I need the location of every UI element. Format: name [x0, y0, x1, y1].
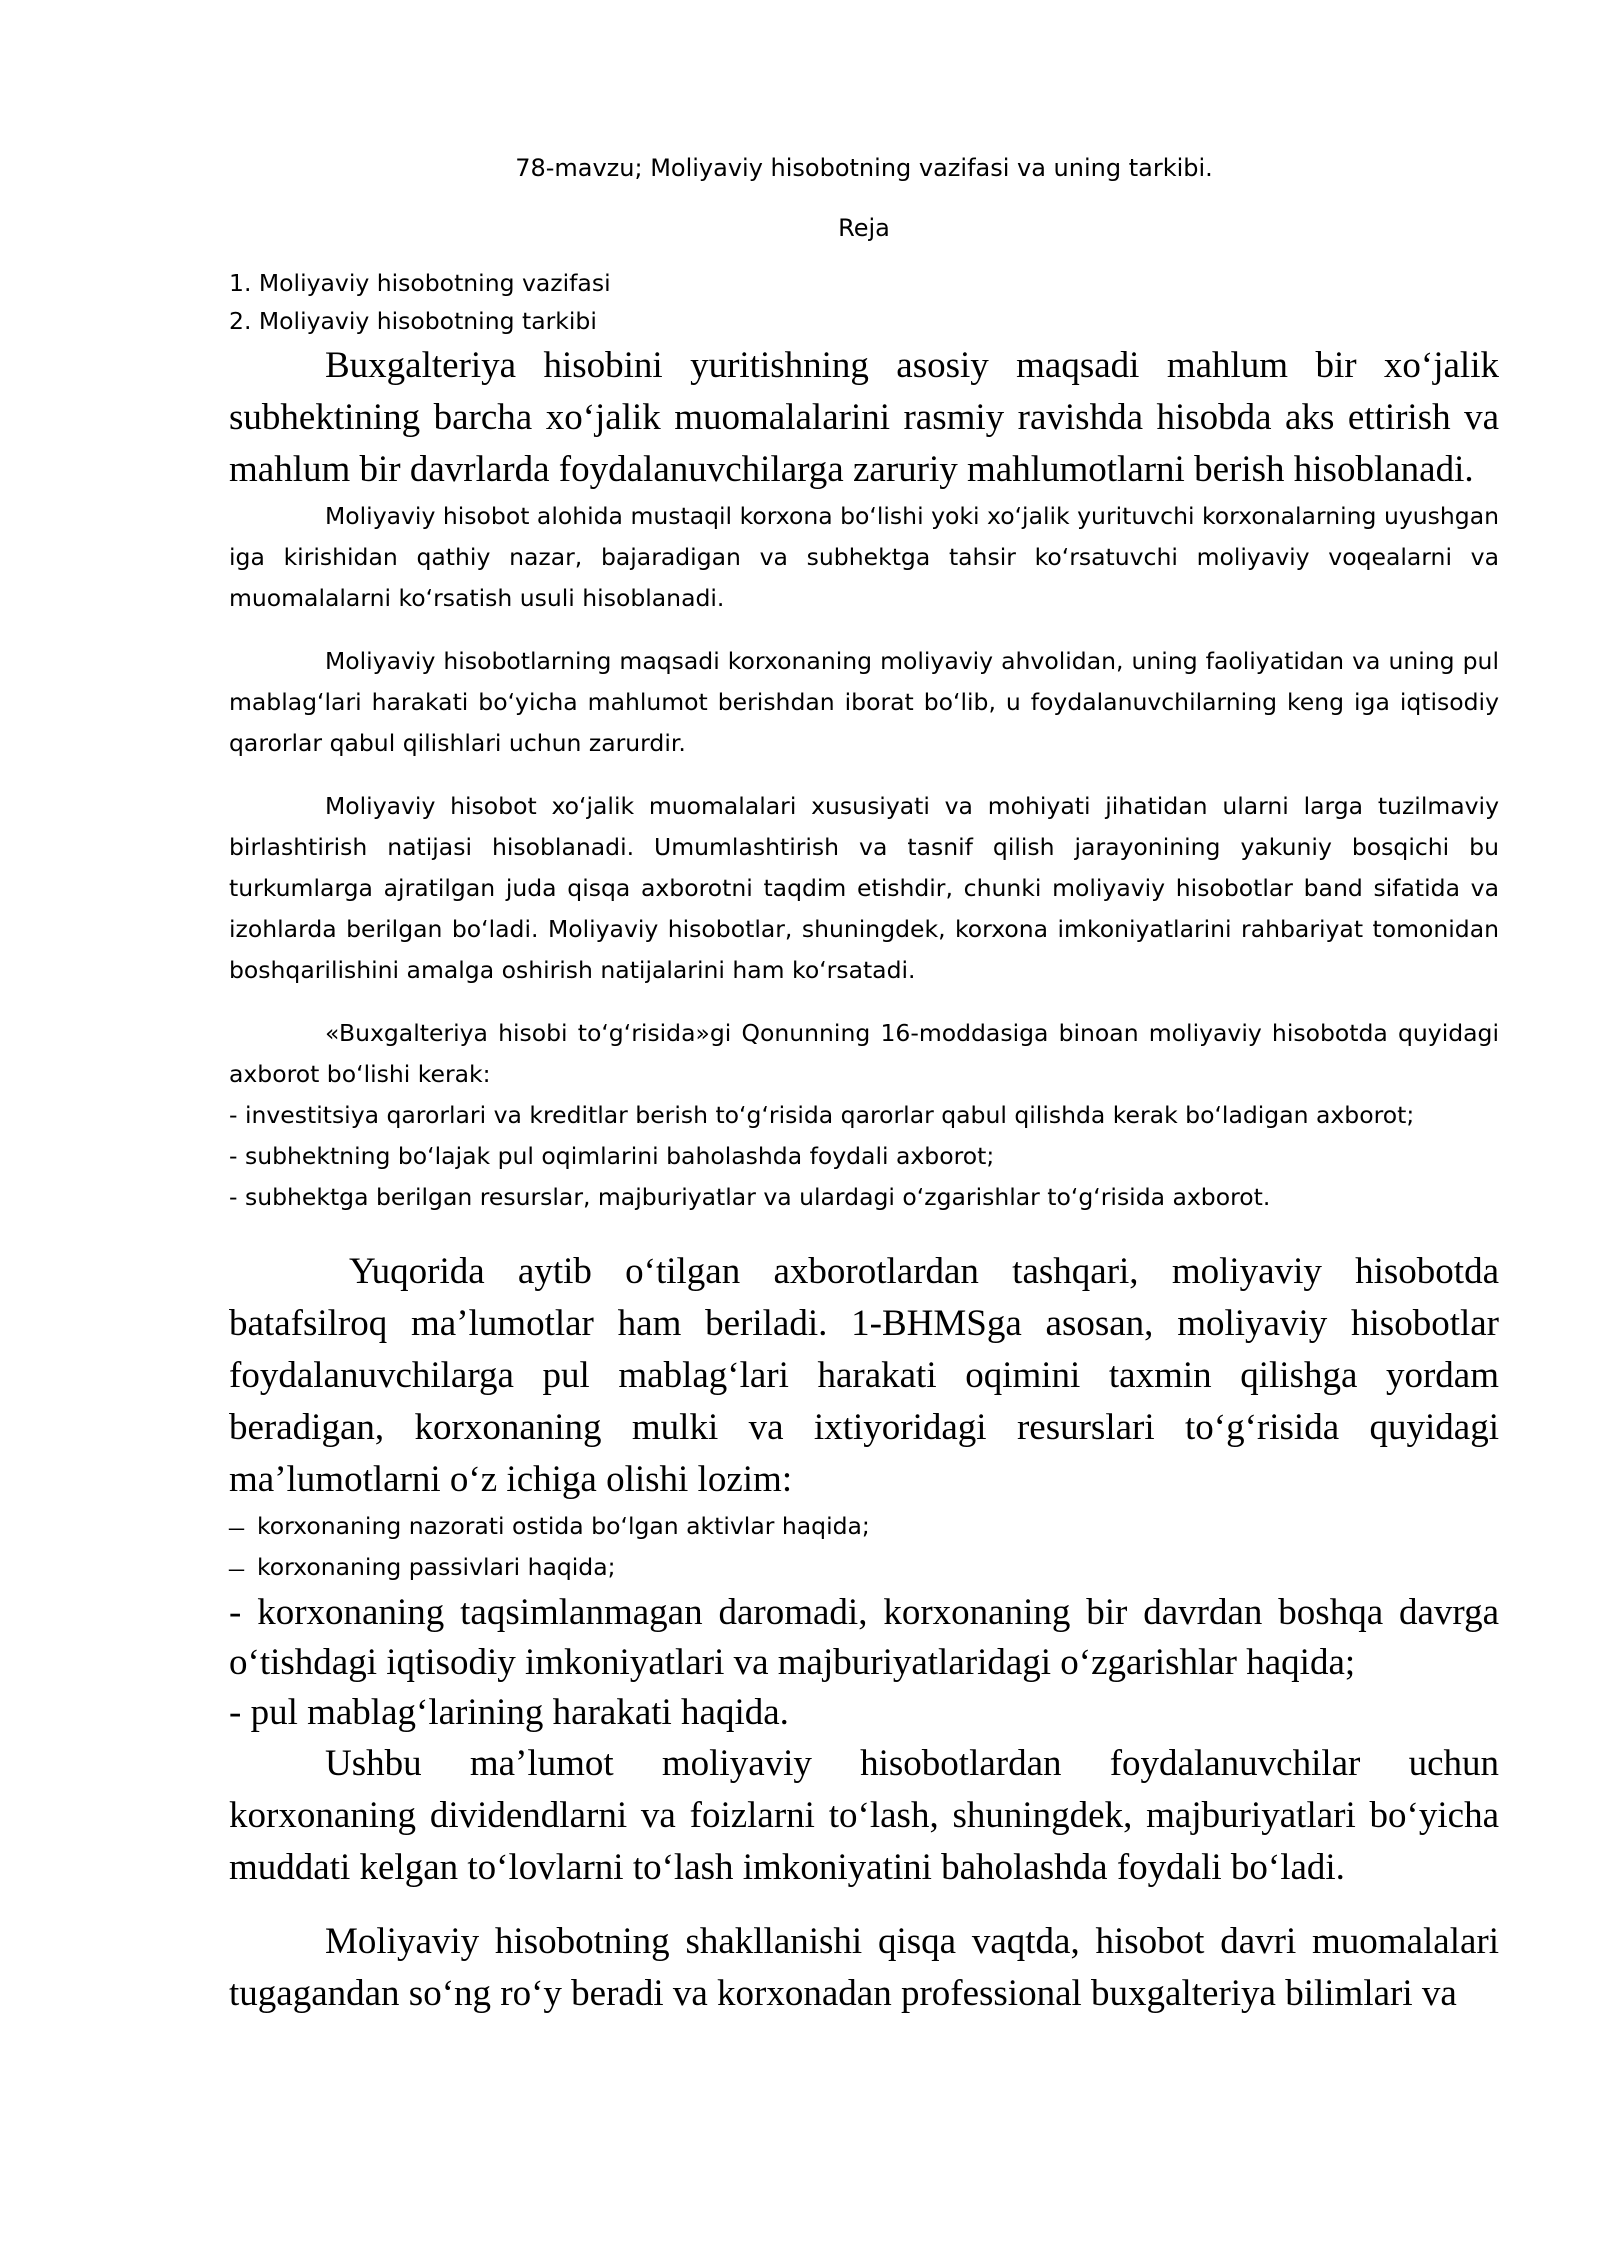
plan-list	[229, 264, 1499, 340]
paragraph-law: «Buxgalteriya hisobi to‘g‘risida»gi Qonunning 16-moddasiga binoan moliyaviy hisobotda quyidagi axborot bo‘lishi kerak:	[229, 1019, 1499, 1088]
document-body	[229, 148, 1499, 2020]
paragraph-formation: Moliyaviy hisobotning shakllanishi qisqa vaqtda, hisobot davri muomalalari tugagandan so‘ng ro‘y beradi va korxonadan professional buxgalteriya bilimlari va	[229, 1921, 1499, 2014]
law-item: - investitsiya qarorlari va kreditlar berish to‘g‘risida qarorlar qabul qilishda kerak bo‘ladigan axborot;	[229, 1101, 1415, 1129]
paragraph-purpose: Moliyaviy hisobotlarning maqsadi korxonaning moliyaviy ahvolidan, uning faoliyatidan va uning pul mablag‘lari harakati bo‘yicha mahlumot berishdan iborat bo‘lib, u foydalanuvchilarning keng iga iqtisodiy qarorlar qabul qilishlari uchun zarurdir.	[229, 647, 1499, 757]
paragraph-details: Yuqorida aytib o‘tilgan axborotlardan tashqari, moliyaviy hisobotda batafsilroq ma’lumotlar ham beriladi. 1-BHMSga asosan, moliyaviy hisobotlar foydalanuvchilarga pul mablag‘lari harakati oqimini taxmin qilishga yordam beradigan, korxonaning mulki va ixtiyoridagi resurslari to‘g‘risida quyidagi ma’lumotlarni o‘z ichiga olishi lozim:	[229, 1251, 1499, 1500]
plan-heading: Reja	[838, 214, 890, 242]
dash-list-item	[229, 1547, 1499, 1588]
dash-item-text: korxonaning nazorati ostida bo‘lgan aktivlar haqida;	[257, 1512, 870, 1540]
plan-item: 1. Moliyaviy hisobotning vazifasi	[229, 269, 611, 297]
paragraph-definition: Moliyaviy hisobot alohida mustaqil korxona bo‘lishi yoki xo‘jalik yurituvchi korxonalarning uyushgan iga kirishidan qathiy nazar, bajaradigan va subhektga tahsir ko‘rsatuvchi moliyaviy voqealarni va muomalalarni ko‘rsatish usuli hisoblanadi.	[229, 502, 1499, 612]
big-dash-item: - korxonaning taqsimlanmagan daromadi, korxonaning bir davrdan boshqa davrga o‘tishdagi iqtisodiy imkoniyatlari va majburiyatlaridagi o‘zgarishlar haqida;	[229, 1592, 1499, 1683]
dash-mark: –	[229, 1551, 244, 1584]
document-title: 78-mavzu; Moliyaviy hisobotning vazifasi va uning tarkibi.	[515, 154, 1213, 182]
big-dash-item: - pul mablag‘larining harakati haqida.	[229, 1692, 789, 1733]
dash-list-item	[229, 1506, 1499, 1547]
dash-mark: –	[229, 1510, 244, 1543]
paragraph-structure: Moliyaviy hisobot xo‘jalik muomalalari xususiyati va mohiyati jihatidan ularni larga tuzilmaviy birlashtirish natijasi hisoblanadi. Umumlashtirish va tasnif qilish jarayonining yakuniy bosqichi bu turkumlarga ajratilgan juda qisqa axborotni taqdim etishdir, chunki moliyaviy hisobotlar band sifatida va izohlarda berilgan bo‘ladi. Moliyaviy hisobotlar, shuningdek, korxona imkoniyatlarini rahbariyat tomonidan boshqarilishini amalga oshirish natijalarini ham ko‘rsatadi.	[229, 792, 1499, 984]
law-item: - subhektning bo‘lajak pul oqimlarini baholashda foydali axborot;	[229, 1142, 995, 1170]
paragraph-intro: Buxgalteriya hisobini yuritishning asosiy maqsadi mahlum bir xo‘jalik subhektining barcha xo‘jalik muomalalarini rasmiy ravishda hisobda aks ettirish va mahlum bir davrlarda foydalanuvchilarga zaruriy mahlumotlarni berish hisoblanadi.	[229, 345, 1499, 490]
plan-item: 2. Moliyaviy hisobotning tarkibi	[229, 307, 597, 335]
dash-item-text: korxonaning passivlari haqida;	[257, 1553, 616, 1581]
paragraph-usage: Ushbu ma’lumot moliyaviy hisobotlardan foydalanuvchilar uchun korxonaning dividendlarni va foizlarni to‘lash, shuningdek, majburiyatlari bo‘yicha muddati kelgan to‘lovlarni to‘lash imkoniyatini baholashda foydali bo‘ladi.	[229, 1743, 1499, 1888]
law-item: - subhektga berilgan resurslar, majburiyatlar va ulardagi o‘zgarishlar to‘g‘risida axborot.	[229, 1183, 1271, 1211]
